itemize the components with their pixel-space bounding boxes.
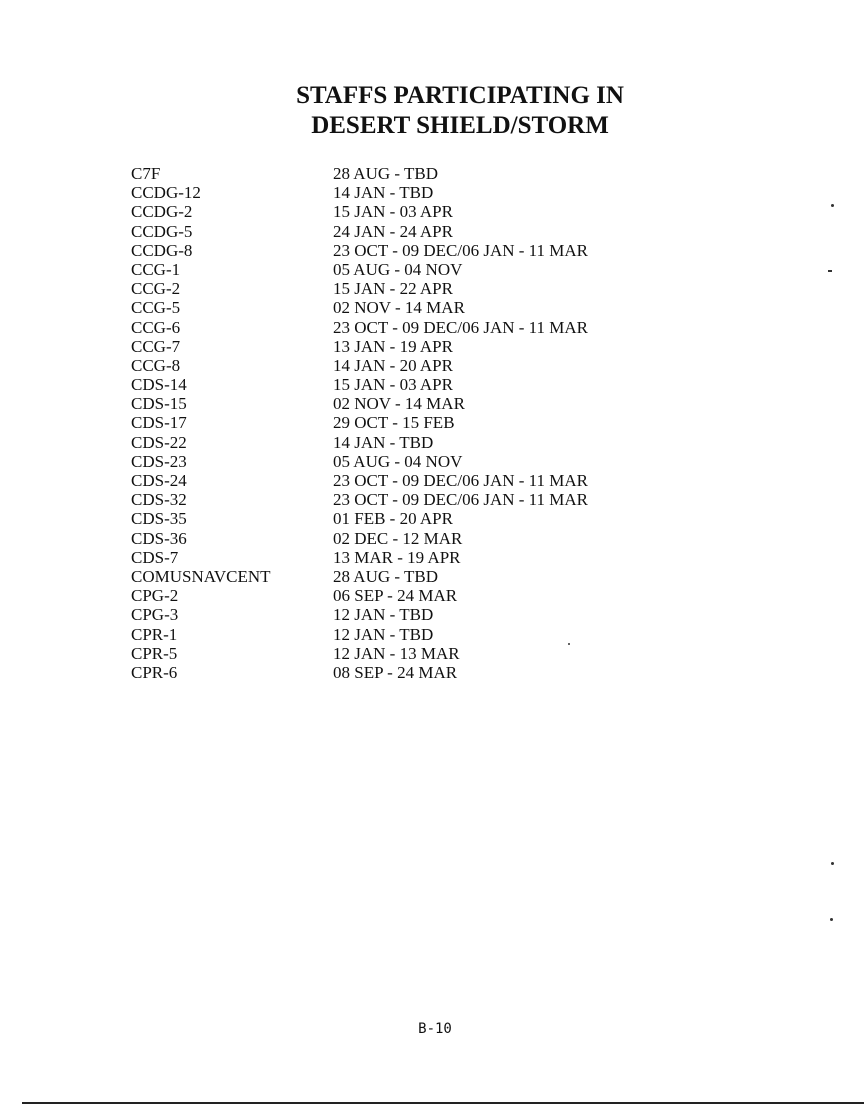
staff-dates: 05 AUG - 04 NOV — [333, 451, 463, 471]
staff-name: CDS-14 — [131, 375, 187, 395]
staff-row — [131, 548, 691, 567]
scan-speck — [568, 643, 570, 645]
staff-dates: 23 OCT - 09 DEC/06 JAN - 11 MAR — [333, 490, 589, 510]
staff-row — [131, 356, 691, 375]
staff-name: C7F — [131, 164, 161, 183]
staff-name: CCG-7 — [131, 336, 181, 356]
bottom-rule — [22, 1102, 864, 1104]
staff-name: CPR-6 — [131, 662, 178, 682]
staff-row — [131, 471, 691, 490]
staff-dates: 14 JAN - TBD — [333, 183, 434, 203]
staff-row — [131, 452, 691, 471]
page-number: B-10 — [418, 1021, 452, 1037]
staff-row — [131, 663, 691, 682]
staff-name: CCG-6 — [131, 317, 181, 337]
staff-row — [131, 202, 691, 221]
staff-dates: 06 SEP - 24 MAR — [333, 586, 458, 606]
staff-dates: 01 FEB - 20 APR — [333, 509, 453, 529]
staff-row — [131, 222, 691, 241]
staff-row — [131, 318, 691, 337]
staff-row — [131, 509, 691, 528]
staff-name: CDS-22 — [131, 432, 187, 452]
staff-dates: 28 AUG - TBD — [333, 164, 438, 183]
staff-row — [131, 337, 691, 356]
staff-row — [131, 241, 691, 260]
staff-name: CCDG-8 — [131, 240, 193, 260]
staff-row — [131, 164, 691, 183]
staff-row — [131, 644, 691, 663]
staff-dates: 12 JAN - TBD — [333, 605, 434, 625]
staff-row — [131, 625, 691, 644]
staff-dates: 15 JAN - 03 APR — [333, 375, 453, 395]
staff-dates: 14 JAN - 20 APR — [333, 355, 453, 375]
staff-name: CDS-23 — [131, 451, 187, 471]
scan-speck — [830, 918, 833, 921]
staff-dates: 05 AUG - 04 NOV — [333, 259, 463, 279]
staff-row — [131, 394, 691, 413]
staff-row — [131, 529, 691, 548]
staff-row — [131, 279, 691, 298]
staff-name: CPG-3 — [131, 605, 179, 625]
staff-dates: 23 OCT - 09 DEC/06 JAN - 11 MAR — [333, 471, 589, 490]
staff-dates: 23 OCT - 09 DEC/06 JAN - 11 MAR — [333, 317, 589, 337]
staff-name: CCG-8 — [131, 355, 181, 375]
staff-dates: 14 JAN - TBD — [333, 432, 434, 452]
staff-dates: 24 JAN - 24 APR — [333, 221, 453, 241]
staff-row — [131, 567, 691, 586]
staff-name: CPG-2 — [131, 586, 179, 606]
staff-dates: 13 JAN - 19 APR — [333, 336, 453, 356]
scan-speck — [831, 862, 834, 865]
staff-name: CDS-15 — [131, 394, 187, 414]
staff-dates: 12 JAN - 13 MAR — [333, 643, 460, 663]
staff-row — [131, 490, 691, 509]
staff-row — [131, 586, 691, 605]
staff-list — [131, 164, 691, 682]
staff-name: CCG-5 — [131, 298, 181, 318]
staff-name: CDS-24 — [131, 471, 187, 490]
page-title-line-2: DESERT SHIELD/STORM — [311, 112, 609, 139]
staff-dates: 23 OCT - 09 DEC/06 JAN - 11 MAR — [333, 240, 589, 260]
staff-dates: 02 NOV - 14 MAR — [333, 298, 465, 318]
staff-name: CCDG-12 — [131, 183, 201, 203]
staff-row — [131, 413, 691, 432]
staff-name: CCG-2 — [131, 279, 181, 299]
staff-dates: 12 JAN - TBD — [333, 624, 434, 644]
page-title-line-1: STAFFS PARTICIPATING IN — [296, 82, 624, 109]
staff-name: CCDG-5 — [131, 221, 193, 241]
staff-name: CCDG-2 — [131, 202, 193, 222]
staff-dates: 02 DEC - 12 MAR — [333, 528, 463, 548]
staff-name: CDS-7 — [131, 547, 179, 567]
staff-name: CCG-1 — [131, 259, 181, 279]
staff-dates: 15 JAN - 22 APR — [333, 279, 453, 299]
staff-name: COMUSNAVCENT — [131, 566, 271, 586]
staff-row — [131, 375, 691, 394]
scan-speck — [831, 204, 834, 207]
staff-row — [131, 433, 691, 452]
staff-name: CDS-36 — [131, 528, 187, 548]
page-title — [0, 81, 864, 141]
staff-row — [131, 605, 691, 624]
staff-name: CDS-32 — [131, 490, 187, 510]
staff-dates: 02 NOV - 14 MAR — [333, 394, 465, 414]
staff-name: CPR-1 — [131, 624, 178, 644]
staff-name: CPR-5 — [131, 643, 178, 663]
staff-dates: 29 OCT - 15 FEB — [333, 413, 455, 433]
staff-dates: 28 AUG - TBD — [333, 566, 438, 586]
staff-dates: 08 SEP - 24 MAR — [333, 662, 458, 682]
staff-dates: 15 JAN - 03 APR — [333, 202, 453, 222]
staff-name: CDS-35 — [131, 509, 187, 529]
scan-speck — [828, 270, 832, 272]
staff-row — [131, 183, 691, 202]
staff-row — [131, 260, 691, 279]
staff-name: CDS-17 — [131, 413, 187, 433]
staff-row — [131, 298, 691, 317]
staff-dates: 13 MAR - 19 APR — [333, 547, 461, 567]
